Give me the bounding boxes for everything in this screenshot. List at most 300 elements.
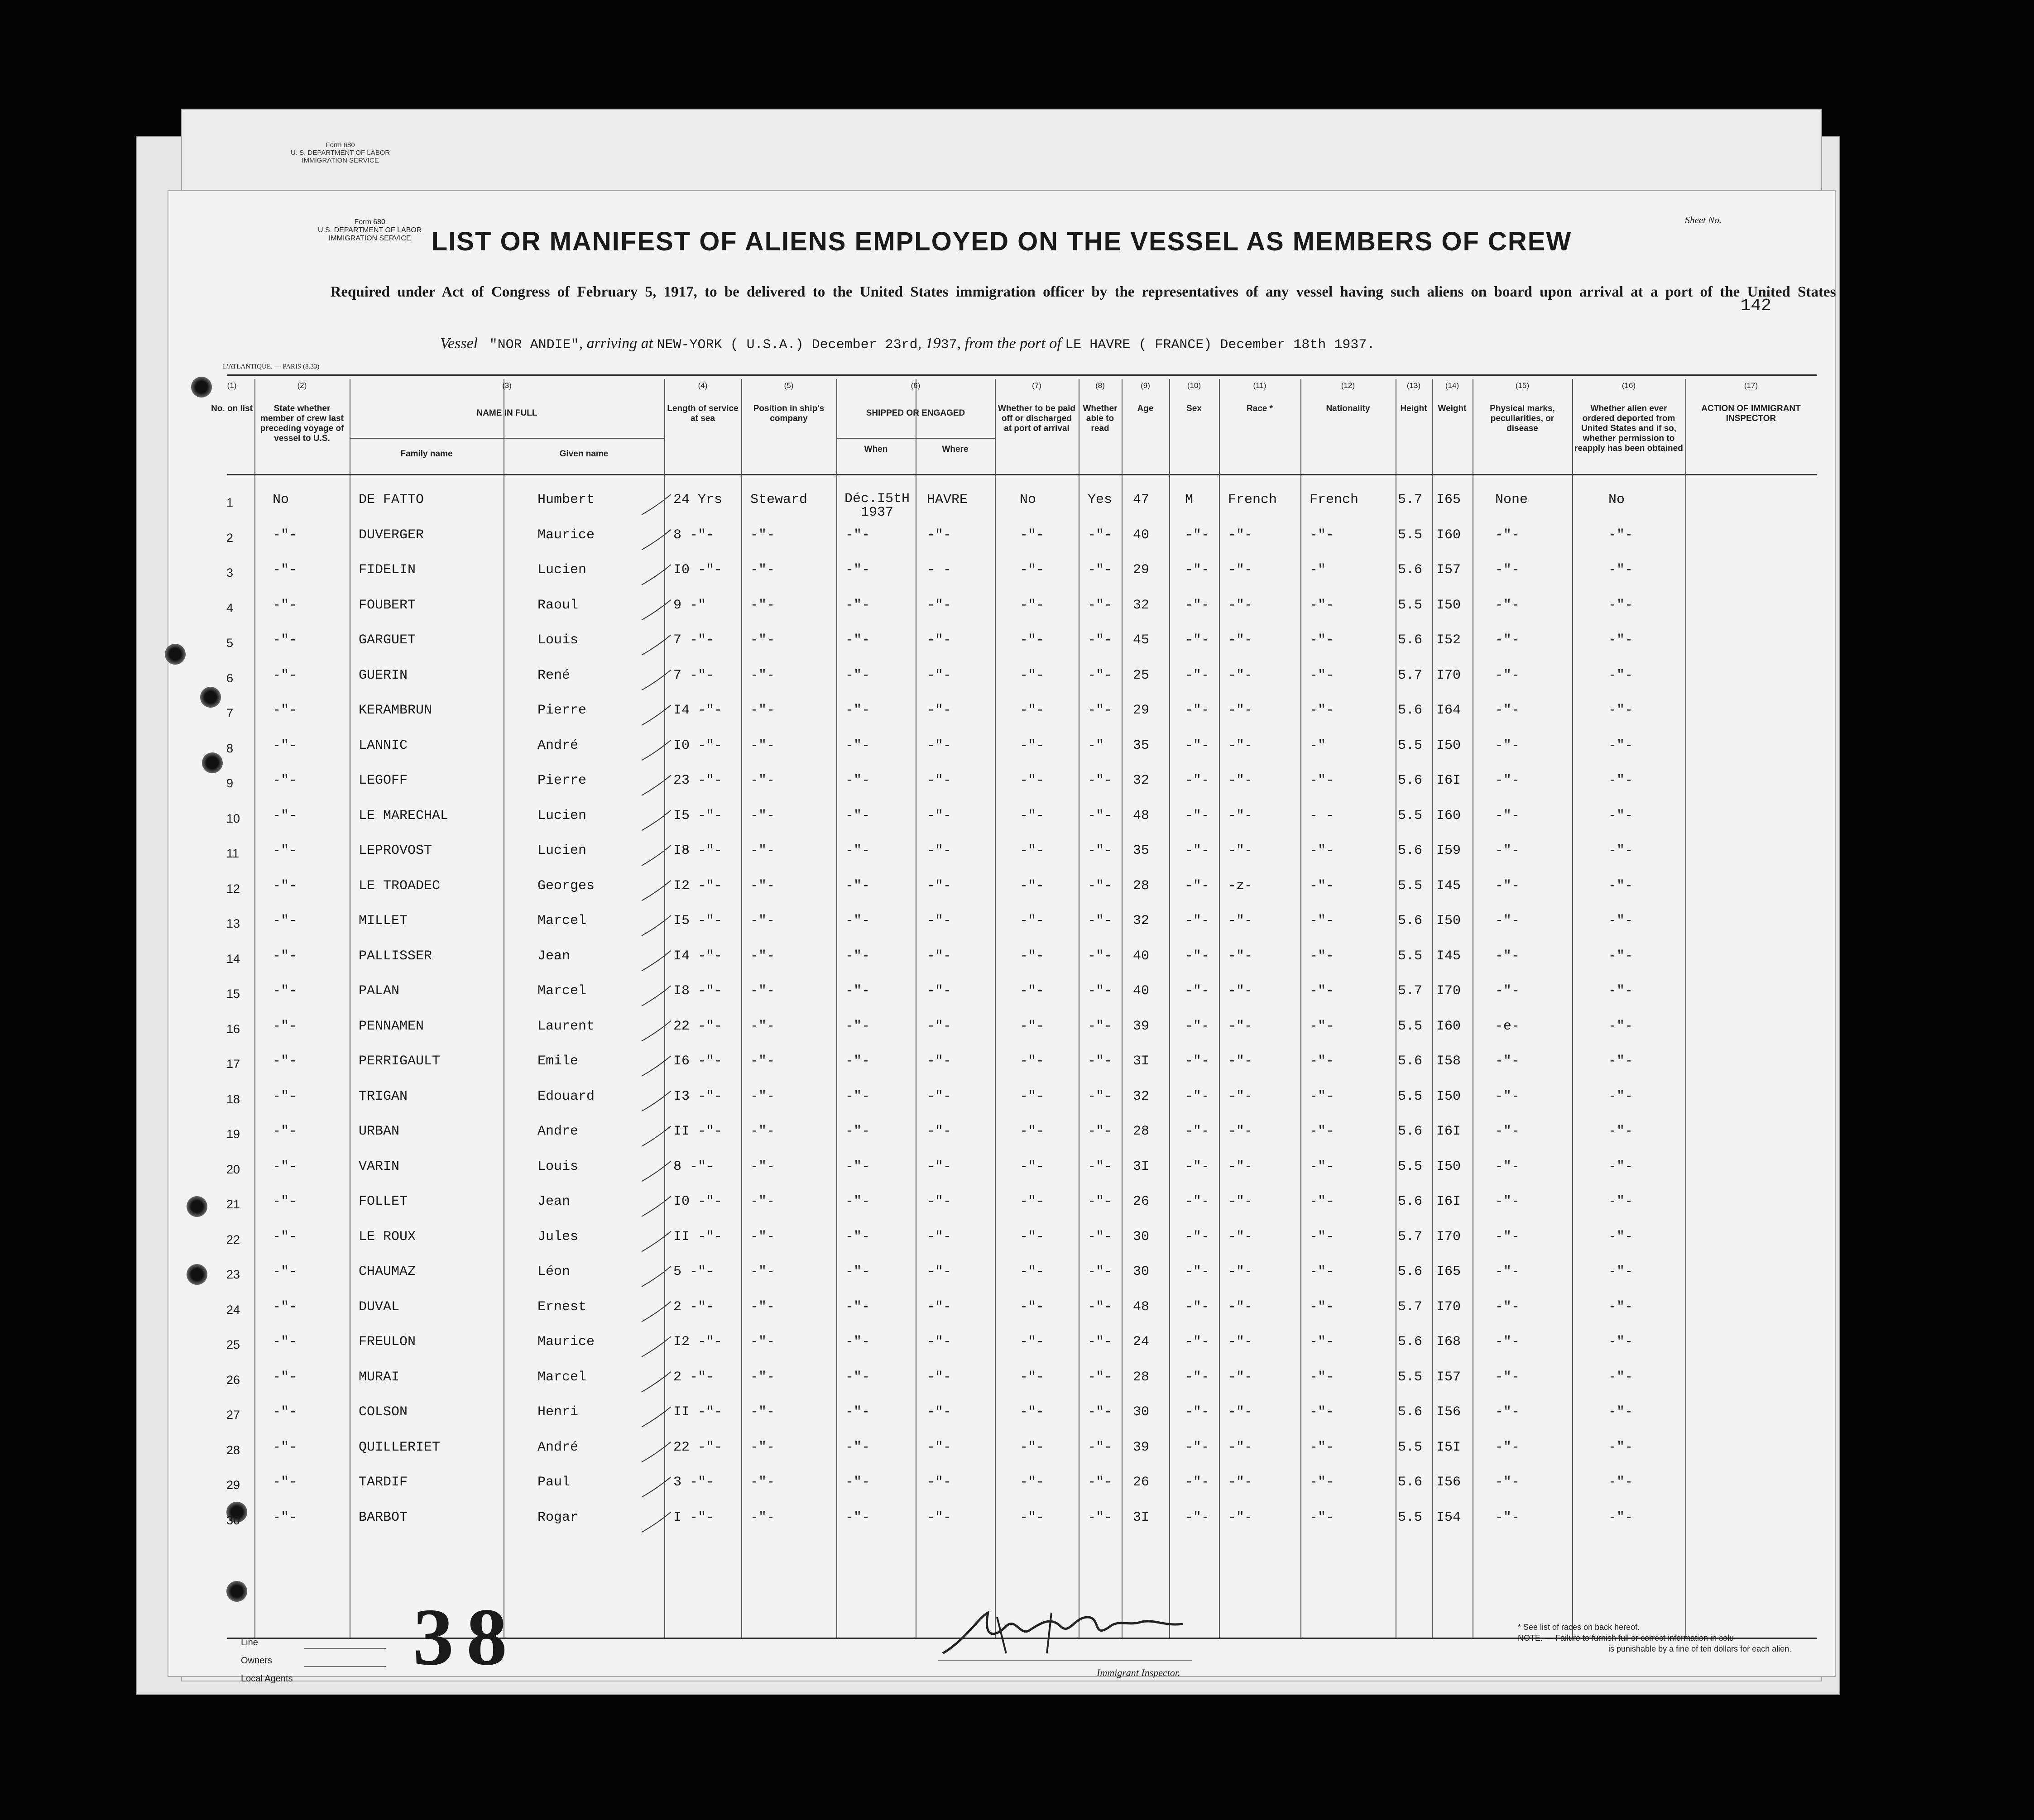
position-cell: -"-: [750, 1159, 775, 1174]
weight-cell: I68: [1436, 1334, 1461, 1350]
sex-cell: -"-: [1185, 1124, 1210, 1139]
row-number-cell: 11: [226, 847, 240, 860]
row-number-cell: 23: [226, 1268, 240, 1281]
prev-voyage-cell: -"-: [273, 597, 297, 613]
able-to-read-cell: -"-: [1088, 1509, 1113, 1525]
height-cell: 5.6: [1398, 843, 1423, 858]
height-cell: 5.5: [1398, 1088, 1423, 1104]
column-header: Length of service at sea: [667, 404, 739, 423]
race-cell: -"-: [1228, 1229, 1253, 1245]
physical-marks-cell: None: [1495, 492, 1528, 508]
column-number: (10): [1187, 381, 1201, 390]
given-name-cell: Marcel: [537, 983, 587, 999]
nationality-cell: -"-: [1310, 632, 1334, 648]
age-cell: 39: [1133, 1439, 1150, 1455]
deported-cell: -"-: [1608, 1369, 1633, 1385]
column-number: (4): [698, 381, 708, 390]
service-length-cell: 22 -"-: [673, 1439, 723, 1455]
back-form-id: [291, 141, 390, 164]
given-name-cell: Lucien: [537, 843, 587, 858]
family-name-cell: VARIN: [359, 1159, 400, 1174]
race-cell: -"-: [1228, 983, 1253, 999]
paid-off-cell: -"-: [1020, 597, 1045, 613]
prev-voyage-cell: -"-: [273, 738, 297, 753]
height-cell: 5.5: [1398, 1369, 1423, 1385]
nationality-cell: -"-: [1310, 667, 1334, 683]
owners-rule: [304, 1666, 386, 1667]
column-header: NAME IN FULL: [476, 408, 537, 418]
prev-voyage-cell: -"-: [273, 703, 297, 718]
able-to-read-cell: -"-: [1088, 1194, 1113, 1209]
paid-off-cell: -"-: [1020, 1334, 1045, 1350]
shipped-when-cell: -"-: [845, 597, 870, 613]
weight-cell: I50: [1436, 1088, 1461, 1104]
shipped-when-cell: -"-: [845, 1264, 870, 1279]
shipped-when-cell: -"-: [845, 1404, 870, 1420]
line-label: Line: [241, 1638, 258, 1648]
prev-voyage-cell: -"-: [273, 1334, 297, 1350]
column-header: State whether member of crew last preceding voyage of vessel to U.S.: [260, 404, 344, 443]
prev-voyage-cell: -"-: [273, 1404, 297, 1420]
column-number: (16): [1621, 381, 1636, 390]
prev-voyage-cell: -"-: [273, 983, 297, 999]
shipped-when-cell: -"-: [845, 948, 870, 964]
tick-mark: [642, 670, 671, 690]
position-cell: -"-: [750, 1439, 775, 1455]
given-name-cell: Paul: [537, 1475, 571, 1490]
column-number: (1): [227, 381, 237, 390]
prev-voyage-cell: -"-: [273, 948, 297, 964]
row-number-cell: 9: [226, 776, 234, 790]
column-rule: [995, 379, 996, 1638]
shipped-where-cell: -"-: [927, 1054, 952, 1069]
tick-mark: [642, 740, 671, 761]
height-cell: 5.5: [1398, 1439, 1423, 1455]
weight-cell: I50: [1436, 738, 1461, 753]
age-cell: 3I: [1133, 1509, 1150, 1525]
deported-cell: -"-: [1608, 1509, 1633, 1525]
deported-cell: -"-: [1608, 948, 1633, 964]
able-to-read-cell: -"-: [1088, 1404, 1113, 1420]
paid-off-cell: -"-: [1020, 1299, 1045, 1315]
row-number-cell: 5: [226, 636, 234, 650]
sex-cell: -"-: [1185, 948, 1210, 964]
able-to-read-cell: -"-: [1088, 1159, 1113, 1174]
age-cell: 39: [1133, 1018, 1150, 1034]
paid-off-cell: -"-: [1020, 983, 1045, 999]
paid-off-cell: -"-: [1020, 913, 1045, 929]
given-name-cell: Lucien: [537, 808, 587, 824]
given-name-cell: Laurent: [537, 1018, 595, 1034]
shipped-where-cell: -"-: [927, 597, 952, 613]
shipped-where-cell: -"-: [927, 703, 952, 718]
nationality-cell: -"-: [1310, 1054, 1334, 1069]
family-name-cell: MURAI: [359, 1369, 400, 1385]
race-cell: -"-: [1228, 1509, 1253, 1525]
service-length-cell: 3 -"-: [673, 1475, 715, 1490]
service-length-cell: I5 -"-: [673, 913, 723, 929]
shipped-where-cell: -"-: [927, 1509, 952, 1525]
able-to-read-cell: -"-: [1088, 773, 1113, 788]
row-number-cell: 27: [226, 1408, 240, 1422]
row-number-cell: 24: [226, 1303, 240, 1317]
nationality-cell: -"-: [1310, 1194, 1334, 1209]
physical-marks-cell: -"-: [1495, 878, 1520, 894]
column-header: Whether alien ever ordered deported from United States and if so, whether permission to reapply has been obtained: [1574, 404, 1683, 453]
given-name-cell: Jean: [537, 1194, 571, 1209]
vessel-name: "NOR ANDIE": [489, 337, 579, 353]
shipped-when-cell: Déc.I5tH 1937: [844, 491, 910, 520]
service-length-cell: I8 -"-: [673, 843, 723, 858]
nationality-cell: -"-: [1310, 1334, 1334, 1350]
tick-mark: [642, 986, 671, 1006]
family-name-cell: LE MARECHAL: [359, 808, 449, 824]
tick-mark: [642, 1161, 671, 1182]
family-name-cell: URBAN: [359, 1124, 400, 1139]
position-cell: -"-: [750, 948, 775, 964]
page-number: 142: [1740, 296, 1771, 316]
service-length-cell: 7 -"-: [673, 667, 715, 683]
family-name-cell: DUVAL: [359, 1299, 400, 1315]
deported-cell: -"-: [1608, 1404, 1633, 1420]
given-name-cell: Emile: [537, 1054, 579, 1069]
prev-voyage-cell: -"-: [273, 632, 297, 648]
deported-cell: -"-: [1608, 1334, 1633, 1350]
paid-off-cell: -"-: [1020, 703, 1045, 718]
paid-off-cell: -"-: [1020, 1369, 1045, 1385]
sex-cell: -"-: [1185, 632, 1210, 648]
paid-off-cell: -"-: [1020, 1475, 1045, 1490]
race-cell: -"-: [1228, 562, 1253, 578]
height-cell: 5.5: [1398, 808, 1423, 824]
deported-cell: -"-: [1608, 632, 1633, 648]
able-to-read-cell: -"-: [1088, 1124, 1113, 1139]
deported-cell: -"-: [1608, 1229, 1633, 1245]
shipped-when-cell: -"-: [845, 1439, 870, 1455]
paid-off-cell: -"-: [1020, 1088, 1045, 1104]
deported-cell: No: [1608, 492, 1625, 508]
tick-mark: [642, 494, 671, 515]
shipped-where-cell: -"-: [927, 1439, 952, 1455]
nationality-cell: -"-: [1310, 773, 1334, 788]
shipped-where-cell: -"-: [927, 1229, 952, 1245]
sex-cell: -"-: [1185, 597, 1210, 613]
service-length-cell: 8 -"-: [673, 527, 715, 543]
tick-mark: [642, 530, 671, 550]
paid-off-cell: -"-: [1020, 843, 1045, 858]
tick-mark: [642, 600, 671, 620]
column-number: (12): [1341, 381, 1355, 390]
age-cell: 28: [1133, 878, 1150, 894]
column-rule: [836, 379, 837, 1638]
column-number: (5): [784, 381, 794, 390]
column-header: Height: [1400, 404, 1427, 413]
tick-mark: [642, 1477, 671, 1497]
height-cell: 5.6: [1398, 562, 1423, 578]
given-name-cell: Ernest: [537, 1299, 587, 1315]
sex-cell: -"-: [1185, 703, 1210, 718]
given-name-cell: Léon: [537, 1264, 571, 1279]
paid-off-cell: -"-: [1020, 948, 1045, 964]
prev-voyage-cell: -"-: [273, 527, 297, 543]
sex-cell: -"-: [1185, 808, 1210, 824]
height-cell: 5.7: [1398, 492, 1423, 508]
footnote-races: * See list of races on back hereof.: [1518, 1623, 1640, 1632]
height-cell: 5.5: [1398, 738, 1423, 753]
shipped-where-cell: -"-: [927, 1334, 952, 1350]
able-to-read-cell: -"-: [1088, 1018, 1113, 1034]
service-length-cell: 24 Yrs: [673, 492, 723, 508]
form-department: U.S. DEPARTMENT OF LABOR: [318, 226, 422, 234]
column-rule: [1685, 379, 1686, 1638]
able-to-read-cell: -": [1088, 738, 1104, 753]
paid-off-cell: -"-: [1020, 1509, 1045, 1525]
service-length-cell: 23 -"-: [673, 773, 723, 788]
shipped-when-cell: -"-: [845, 773, 870, 788]
nationality-cell: -"-: [1310, 948, 1334, 964]
physical-marks-cell: -"-: [1495, 983, 1520, 999]
deported-cell: -"-: [1608, 1299, 1633, 1315]
paid-off-cell: -"-: [1020, 667, 1045, 683]
family-name-cell: PERRIGAULT: [359, 1054, 441, 1069]
paid-off-cell: -"-: [1020, 1264, 1045, 1279]
physical-marks-cell: -"-: [1495, 1404, 1520, 1420]
physical-marks-cell: -"-: [1495, 1509, 1520, 1525]
weight-cell: I6I: [1436, 773, 1461, 788]
shipped-where-cell: -"-: [927, 913, 952, 929]
family-name-cell: LE TROADEC: [359, 878, 441, 894]
race-cell: -"-: [1228, 843, 1253, 858]
position-cell: -"-: [750, 1264, 775, 1279]
family-name-cell: FREULON: [359, 1334, 416, 1350]
position-cell: -"-: [750, 1194, 775, 1209]
family-name-cell: TARDIF: [359, 1475, 408, 1490]
deported-cell: -"-: [1608, 1088, 1633, 1104]
race-cell: French: [1228, 492, 1277, 508]
service-length-cell: I -"-: [673, 1509, 715, 1525]
subheader-where: Where: [942, 445, 969, 454]
prev-voyage-cell: -"-: [273, 667, 297, 683]
sex-cell: -"-: [1185, 913, 1210, 929]
prev-voyage-cell: -"-: [273, 1299, 297, 1315]
shipped-where-cell: -"-: [927, 738, 952, 753]
sex-cell: -"-: [1185, 1054, 1210, 1069]
service-length-cell: II -"-: [673, 1404, 723, 1420]
row-number-cell: 18: [226, 1092, 240, 1106]
family-name-cell: GUERIN: [359, 667, 408, 683]
punch-hole-icon: [200, 687, 221, 708]
row-number-cell: 28: [226, 1443, 240, 1457]
age-cell: 35: [1133, 738, 1150, 753]
race-cell: -"-: [1228, 773, 1253, 788]
weight-cell: I70: [1436, 983, 1461, 999]
weight-cell: I70: [1436, 1299, 1461, 1315]
weight-cell: I65: [1436, 492, 1461, 508]
weight-cell: I45: [1436, 948, 1461, 964]
weight-cell: I50: [1436, 597, 1461, 613]
given-name-cell: Louis: [537, 632, 579, 648]
age-cell: 26: [1133, 1475, 1150, 1490]
age-cell: 30: [1133, 1404, 1150, 1420]
service-length-cell: 2 -"-: [673, 1299, 715, 1315]
row-number-cell: 6: [226, 671, 234, 685]
sex-cell: -"-: [1185, 1404, 1210, 1420]
service-length-cell: 8 -"-: [673, 1159, 715, 1174]
shipped-when-cell: -"-: [845, 1509, 870, 1525]
tick-mark: [642, 565, 671, 585]
given-name-cell: Jules: [537, 1229, 579, 1245]
header-bottom-rule: [227, 474, 1817, 475]
physical-marks-cell: -"-: [1495, 1299, 1520, 1315]
family-name-cell: LEPROVOST: [359, 843, 432, 858]
race-cell: -"-: [1228, 597, 1253, 613]
weight-cell: I58: [1436, 1054, 1461, 1069]
weight-cell: I57: [1436, 562, 1461, 578]
position-cell: -"-: [750, 1299, 775, 1315]
page-subtitle: Required under Act of Congress of February 5, 1917, to be delivered to the United States immigration officer by the representatives of any vessel having such aliens on board upon arrival at a port of the United States: [330, 284, 1836, 300]
position-cell: -"-: [750, 632, 775, 648]
physical-marks-cell: -"-: [1495, 1124, 1520, 1139]
able-to-read-cell: -"-: [1088, 948, 1113, 964]
tick-mark: [642, 1021, 671, 1041]
row-number-cell: 7: [226, 706, 234, 720]
age-cell: 26: [1133, 1194, 1150, 1209]
family-name-cell: LANNIC: [359, 738, 408, 753]
tick-mark: [642, 775, 671, 795]
weight-cell: I70: [1436, 1229, 1461, 1245]
able-to-read-cell: -"-: [1088, 878, 1113, 894]
column-header: Position in ship's company: [753, 404, 825, 423]
shipped-where-cell: -"-: [927, 1018, 952, 1034]
paid-off-cell: -"-: [1020, 808, 1045, 824]
tick-mark: [642, 1196, 671, 1217]
deported-cell: -"-: [1608, 878, 1633, 894]
shipped-when-cell: -"-: [845, 1334, 870, 1350]
physical-marks-cell: -"-: [1495, 738, 1520, 753]
shipped-where-cell: -"-: [927, 1194, 952, 1209]
able-to-read-cell: -"-: [1088, 1054, 1113, 1069]
nationality-cell: -"-: [1310, 1159, 1334, 1174]
height-cell: 5.5: [1398, 1018, 1423, 1034]
service-length-cell: I0 -"-: [673, 738, 723, 753]
age-cell: 35: [1133, 843, 1150, 858]
able-to-read-cell: -"-: [1088, 1299, 1113, 1315]
height-cell: 5.7: [1398, 1299, 1423, 1315]
column-rule: [664, 379, 665, 1638]
paid-off-cell: -"-: [1020, 527, 1045, 543]
shipped-when-cell: -"-: [845, 1018, 870, 1034]
tick-mark: [642, 1056, 671, 1076]
service-length-cell: 22 -"-: [673, 1018, 723, 1034]
physical-marks-cell: -"-: [1495, 632, 1520, 648]
back-form-number: Form 680: [326, 141, 355, 149]
immigrant-inspector-label: Immigrant Inspector.: [1097, 1667, 1180, 1678]
family-name-cell: FOUBERT: [359, 597, 416, 613]
able-to-read-cell: -"-: [1088, 1229, 1113, 1245]
height-cell: 5.6: [1398, 1264, 1423, 1279]
weight-cell: I54: [1436, 1509, 1461, 1525]
column-number: (3): [502, 381, 512, 390]
age-cell: 40: [1133, 948, 1150, 964]
shipped-where-cell: -"-: [927, 1404, 952, 1420]
subheader-given-name: Given name: [559, 449, 609, 459]
service-length-cell: I8 -"-: [673, 983, 723, 999]
paid-off-cell: -"-: [1020, 1159, 1045, 1174]
shipped-where-cell: -"-: [927, 667, 952, 683]
shipped-where-cell: HAVRE: [927, 492, 968, 508]
physical-marks-cell: -"-: [1495, 913, 1520, 929]
age-cell: 29: [1133, 562, 1150, 578]
family-name-cell: DE FATTO: [359, 492, 424, 508]
height-cell: 5.5: [1398, 527, 1423, 543]
sex-cell: -"-: [1185, 1369, 1210, 1385]
age-cell: 30: [1133, 1229, 1150, 1245]
weight-cell: I64: [1436, 703, 1461, 718]
subheader-when: When: [864, 445, 888, 454]
given-name-cell: André: [537, 738, 579, 753]
prev-voyage-cell: -"-: [273, 1229, 297, 1245]
sex-cell: -"-: [1185, 738, 1210, 753]
punch-hole-icon: [187, 1264, 207, 1285]
row-number-cell: 20: [226, 1162, 240, 1176]
age-cell: 28: [1133, 1369, 1150, 1385]
back-form-service: IMMIGRATION SERVICE: [302, 157, 379, 164]
deported-cell: -"-: [1608, 1194, 1633, 1209]
race-cell: -"-: [1228, 948, 1253, 964]
weight-cell: I56: [1436, 1475, 1461, 1490]
sex-cell: -"-: [1185, 1475, 1210, 1490]
prev-voyage-cell: -"-: [273, 913, 297, 929]
punch-hole-icon: [226, 1581, 247, 1602]
shipped-when-cell: -"-: [845, 1088, 870, 1104]
weight-cell: I57: [1436, 1369, 1461, 1385]
race-cell: -"-: [1228, 1475, 1253, 1490]
tick-mark: [642, 1091, 671, 1111]
shipped-where-cell: -"-: [927, 983, 952, 999]
column-number: (7): [1032, 381, 1041, 390]
height-cell: 5.6: [1398, 1054, 1423, 1069]
race-cell: -"-: [1228, 1404, 1253, 1420]
column-rule: [1122, 379, 1123, 1638]
age-cell: 48: [1133, 1299, 1150, 1315]
race-cell: -"-: [1228, 527, 1253, 543]
age-cell: 48: [1133, 808, 1150, 824]
race-cell: -"-: [1228, 913, 1253, 929]
position-cell: Steward: [750, 492, 808, 508]
sex-cell: -"-: [1185, 527, 1210, 543]
age-cell: 28: [1133, 1124, 1150, 1139]
shipped-where-cell: -"-: [927, 948, 952, 964]
row-number-cell: 14: [226, 952, 240, 966]
shipped-where-cell: - -: [927, 562, 952, 578]
position-cell: -"-: [750, 843, 775, 858]
row-number-cell: 8: [226, 741, 234, 755]
family-name-cell: PALAN: [359, 983, 400, 999]
height-cell: 5.5: [1398, 948, 1423, 964]
weight-cell: I56: [1436, 1404, 1461, 1420]
column-rule: [1300, 379, 1301, 1638]
nationality-cell: -"-: [1310, 703, 1334, 718]
nationality-cell: -"-: [1310, 1124, 1334, 1139]
height-cell: 5.6: [1398, 703, 1423, 718]
column-rule: [1219, 379, 1220, 1638]
column-rule: [1572, 379, 1573, 1638]
race-cell: -"-: [1228, 1299, 1253, 1315]
tick-mark: [642, 705, 671, 725]
able-to-read-cell: -"-: [1088, 843, 1113, 858]
shipped-where-cell: -"-: [927, 808, 952, 824]
column-header: Whether to be paid off or discharged at port of arrival: [998, 404, 1075, 433]
